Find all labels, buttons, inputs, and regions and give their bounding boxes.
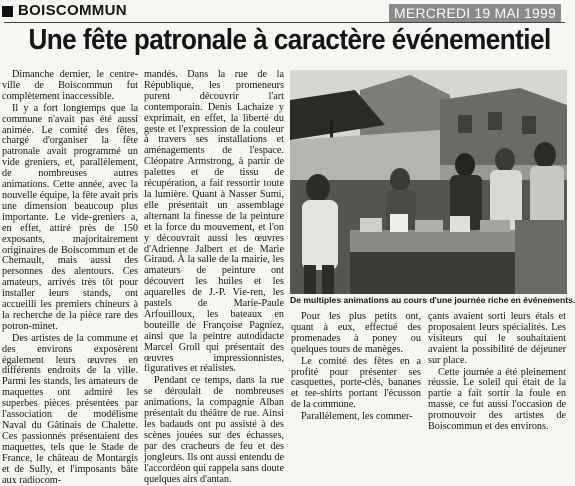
paragraph: mandés. Dans la rue de la République, les promeneurs purent découvrir l'art contemporain. Denis Lachaize y exprimait, en effet, la liberté du geste et l'expression de la couleur à travers ses installations et aménagements de l'espace. Cléopatre Armstrong, à partir de palettes et de tissu de récupération, a fait ressortir toute la lumière. Quant à Nasser Sumi, elle présentait un assemblage alternant la finesse de la peinture et la force du mouvement, et l'on y découvrait aussi les œuvres d'Adrienne Jalbert et de Marie Giraud. À la salle de la mairie, les amateurs de peinture ont découvert les huiles et les aquarelles de J.-P. Vie-ren, les pastels de Marie-Paule Arfouilloux, les bateaux en bouteille de Françoise Pagniez, ainsi que la peintre autodidacte Marcel Groll qui présentait des œuvres impressionnistes, figuratives et réalistes. — [144, 69, 284, 375]
photo-caption: De multiples animations au cours d'une journée riche en événements. — [290, 295, 575, 305]
section-marker-icon — [2, 6, 13, 17]
paragraph: Le comité des fêtes en a profité pour présenter ses casquettes, porte-clés, bananes et tee-shirts portant l'écusson de la commune. — [291, 355, 421, 411]
paragraph: Cette journée a été pleinement réussie. Le soleil qui était de la partie a fait sortir la foule en masse, ce fut aussi l'occasion de promouvoir des artistes de Boiscommun et des environs. — [428, 366, 566, 433]
paragraph: Pour les plus petits ont, quant à eux, effectué des promenades à poney ou quelques tours de manèges. — [291, 311, 421, 355]
headline: Une fête patronale à caractère événementiel — [28, 24, 551, 56]
paragraph: Pendant ce temps, dans la rue se déroulait de nombreuses animations, la compagnie Alban présentait du théâtre de rue. Ainsi les badauds ont pu assisté à des scènes jouées sur des échasses, par des cracheurs de feu et des jongleurs. Ils ont aussi entendu de l'accordéon qui rappela sans doute quelques airs d'antan. — [144, 375, 284, 485]
paragraph: Dimanche dernier, le centre-ville de Boiscommun fut complètement inaccessible. — [2, 69, 138, 102]
article-column-1 — [2, 69, 138, 486]
issue-date: MERCREDI 19 MAI 1999 — [389, 4, 561, 22]
paragraph: Des artistes de la commune et des environs exposèrent également leurs œuvres en différents endroits de la ville. Parmi les stands, les amateurs de maquettes ont admiré les superbes pièces présentées par l'association de modélisme Naval du Gâtinais de Chalette. Ces passionnés présentaient des maquettes, tels que le Stade de France, le château de Montargis et de Sully, et l'imposants bâte aux radiocom- — [2, 332, 138, 486]
paragraph: Il y a fort longtemps que la commune n'avait pas été aussi animée. Le comité des fêtes, chargé d'organiser la fête patronale avait programmé un vide greniers, et, parallèlement, de nombreuses autres animations. Cette année, avec la nouvelle équipe, la fête avait pris une dimension beaucoup plus importante. Le vide-greniers a, en effet, attiré près de 150 exposants, majoritairement originaires de Boiscommun et de Chemault, mais aussi des personnes des alentours. Ces amateurs, arrivés très tôt pour installer leurs stands, ont accueilli les premiers chineurs à la recherche de la pièce rare des potron-minet. — [2, 102, 138, 332]
section-title: BOISCOMMUN — [18, 2, 127, 19]
header-rule — [4, 22, 565, 23]
paragraph: çants avaient sorti leurs étals et proposaient leurs spécialités. Les visiteurs qui le souhaitaient avaient la possibilité de déjeuner sur place. — [428, 311, 566, 366]
article-column-4 — [428, 311, 566, 433]
article-column-2 — [144, 69, 284, 485]
article-column-3 — [291, 311, 421, 423]
paragraph: Parallèlement, les commer- — [301, 411, 413, 423]
market-photo — [290, 70, 567, 294]
